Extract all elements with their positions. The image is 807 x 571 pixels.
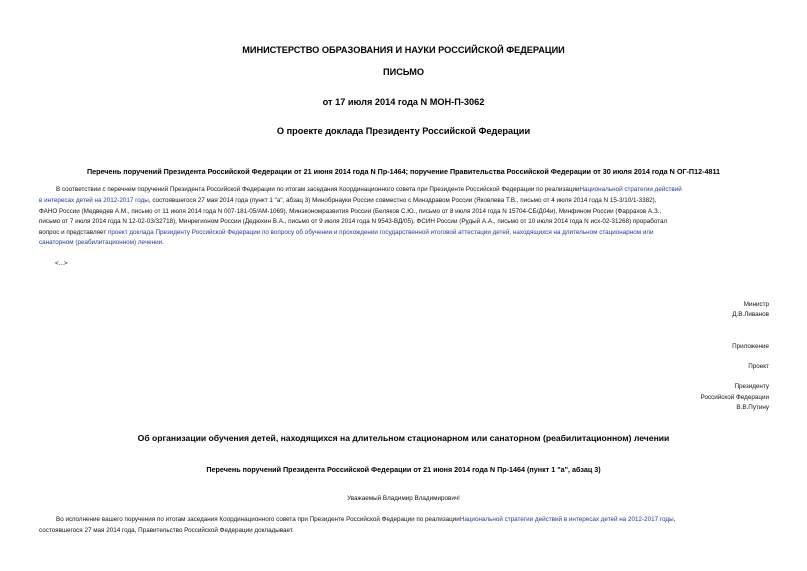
report-body-comma: , <box>673 516 676 523</box>
omission-mark: <...> <box>55 260 68 267</box>
report-greeting: Уважаемый Владимир Владимирович! <box>347 495 460 502</box>
report-body-line-2 <box>39 527 770 538</box>
intro-line-4 <box>39 218 770 229</box>
report-title: Об организации обучения детей, находящихся на длительном стационарном или санаторном (реабилитационном) лечении <box>137 433 670 443</box>
report-body-text-2: состоявшегося 27 мая 2014 года, Правительство Российской Федерации докладывает. <box>39 527 294 534</box>
addressee-line-1: Президенту <box>734 383 769 390</box>
intro-text-6: . <box>162 239 164 246</box>
intro-line-1 <box>39 186 770 197</box>
intro-text-1: В соответствии с перечнем поручений Президента Российской Федерации по итогам заседания Координационного совета при Президенте Российской Федерации по реализации <box>56 186 580 193</box>
report-body-text-1: Во исполнение вашего поручения по итогам заседания Координационного совета при Президенте Российской Федерации по реализации <box>56 516 460 523</box>
intro-line-2 <box>39 197 770 208</box>
intro-text-5: вопрос и представляет <box>39 229 108 236</box>
intro-text-4: письмо от 7 июля 2014 года N 12-02-03/32718), Минрегионом России (Дедюхин В.А., письмо от 9 июля 2014 года N 9543-ВД/05), ФСИН России (Рудый А.А., письмо от 10 июля 2014 года N исх-02-31268) проработал <box>39 218 668 225</box>
appendix-label: Приложение <box>732 343 769 350</box>
strategy-link-report[interactable]: Национальной стратегии действий в интересах детей на 2012-2017 годы <box>459 516 674 523</box>
report-draft-link-part-1[interactable]: проект доклада Президенту Российской Федерации по вопросу об обучении и прохождении государственной итоговой аттестации детей, находящихся на длительном стационарном или <box>107 229 654 236</box>
ministry-heading: МИНИСТЕРСТВО ОБРАЗОВАНИЯ И НАУКИ РОССИЙСКОЙ ФЕДЕРАЦИИ <box>242 45 565 55</box>
signature-name: Д.В.Ливанов <box>732 311 769 318</box>
report-draft-link-part-2[interactable]: санаторном (реабилитационном) лечении <box>39 239 163 246</box>
document-type: ПИСЬМО <box>382 67 425 77</box>
strategy-link-part-2[interactable]: в интересах детей на 2012-2017 годы <box>39 197 149 204</box>
document-date-number: от 17 июля 2014 года N МОН-П-3062 <box>322 97 485 107</box>
intro-text-3: ФАНО России (Медведев А.М., письмо от 11 июля 2014 года N 007-181-05/АМ-1069), Минэкономразвития России (Беляков С.Ю., письмо от 8 июля 2014 года N 15704-СБ/Д04и), Минфином России (Фаррахов А.З., <box>39 208 662 215</box>
addressee-line-2: Российской Федерации <box>700 394 769 401</box>
document-basis: Перечень поручений Президента Российской Федерации от 21 июня 2014 года N Пр-1464; поручение Правительства Российской Федерации от 30 июля 2014 года N ОГ-П12-4811 <box>86 167 721 176</box>
intro-text-2: , состоявшегося 27 мая 2014 года (пункт 1 "а", абзац 3) Минобрнауки России совместно с Минздравом России (Яковлева Т.В., письмо от 4 июля 2014 года N 15-3/10/1-3382), <box>148 197 657 204</box>
signature-title: Министр <box>743 301 769 308</box>
document-subject: О проекте доклада Президенту Российской Федерации <box>276 126 531 136</box>
addressee-line-3: В.В.Путину <box>736 404 769 411</box>
draft-status: Проект <box>748 363 769 370</box>
report-basis: Перечень поручений Президента Российской Федерации от 21 июня 2014 года N Пр-1464 (пункт 1 "а", абзац 3) <box>206 465 601 474</box>
strategy-link-part-1[interactable]: Национальной стратегии действий <box>579 186 682 193</box>
intro-line-6 <box>39 239 770 250</box>
report-body-line-1 <box>39 516 770 527</box>
